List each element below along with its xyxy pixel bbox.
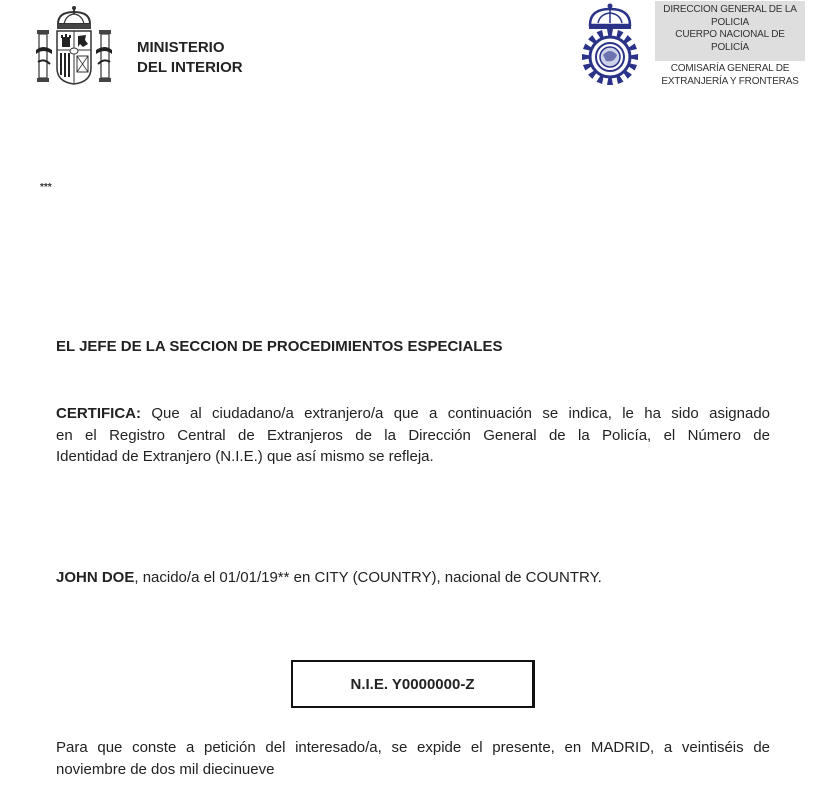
comisaria-name bbox=[652, 63, 808, 88]
person-birth-info: , nacido/a el 01/01/19** en CITY (COUNTRY), nacional de COUNTRY. bbox=[134, 569, 602, 586]
directorate-line-1: DIRECCION GENERAL DE LA bbox=[663, 4, 797, 15]
nie-number: N.I.E. Y0000000-Z bbox=[350, 675, 475, 693]
policia-nacional-badge-icon bbox=[576, 3, 644, 85]
certifica-text-1: Que al ciudadano/a extranjero/a que a continuación se indica, le ha sido asignado bbox=[141, 405, 770, 422]
certifica-paragraph bbox=[56, 403, 770, 468]
certifica-label: CERTIFICA: bbox=[56, 405, 141, 422]
person-name: JOHN DOE bbox=[56, 569, 135, 586]
person-details bbox=[56, 567, 770, 589]
document-heading: EL JEFE DE LA SECCION DE PROCEDIMIENTOS ESPECIALES bbox=[56, 338, 503, 355]
police-directorate-box bbox=[655, 1, 805, 61]
spain-coat-of-arms-icon bbox=[36, 4, 112, 86]
directorate-line-3: CUERPO NACIONAL DE bbox=[675, 29, 785, 40]
ministry-line-1: MINISTERIO bbox=[137, 39, 225, 56]
closing-line-1: Para que conste a petición del interesado/a, se expide el presente, en MADRID, a veintiséis de bbox=[56, 739, 770, 756]
comisaria-line-1: COMISARÍA GENERAL DE bbox=[670, 63, 790, 74]
certifica-line-3: Identidad de Extranjero (N.I.E.) que así mismo se refleja. bbox=[56, 448, 434, 465]
reference-marker: *** bbox=[40, 182, 52, 193]
ministry-name bbox=[137, 38, 243, 78]
closing-line-2: noviembre de dos mil diecinueve bbox=[56, 760, 275, 778]
certifica-line-1 bbox=[56, 403, 770, 425]
nie-box bbox=[291, 660, 535, 708]
ministry-line-2: DEL INTERIOR bbox=[137, 59, 243, 76]
closing-paragraph bbox=[56, 737, 770, 780]
comisaria-line-2: EXTRANJERÍA Y FRONTERAS bbox=[661, 75, 799, 87]
directorate-line-4: POLICÍA bbox=[710, 41, 750, 53]
directorate-line-2: POLICIA bbox=[710, 16, 750, 28]
certifica-line-2: en el Registro Central de Extranjeros de la Dirección General de la Policía, el Número de bbox=[56, 426, 770, 444]
